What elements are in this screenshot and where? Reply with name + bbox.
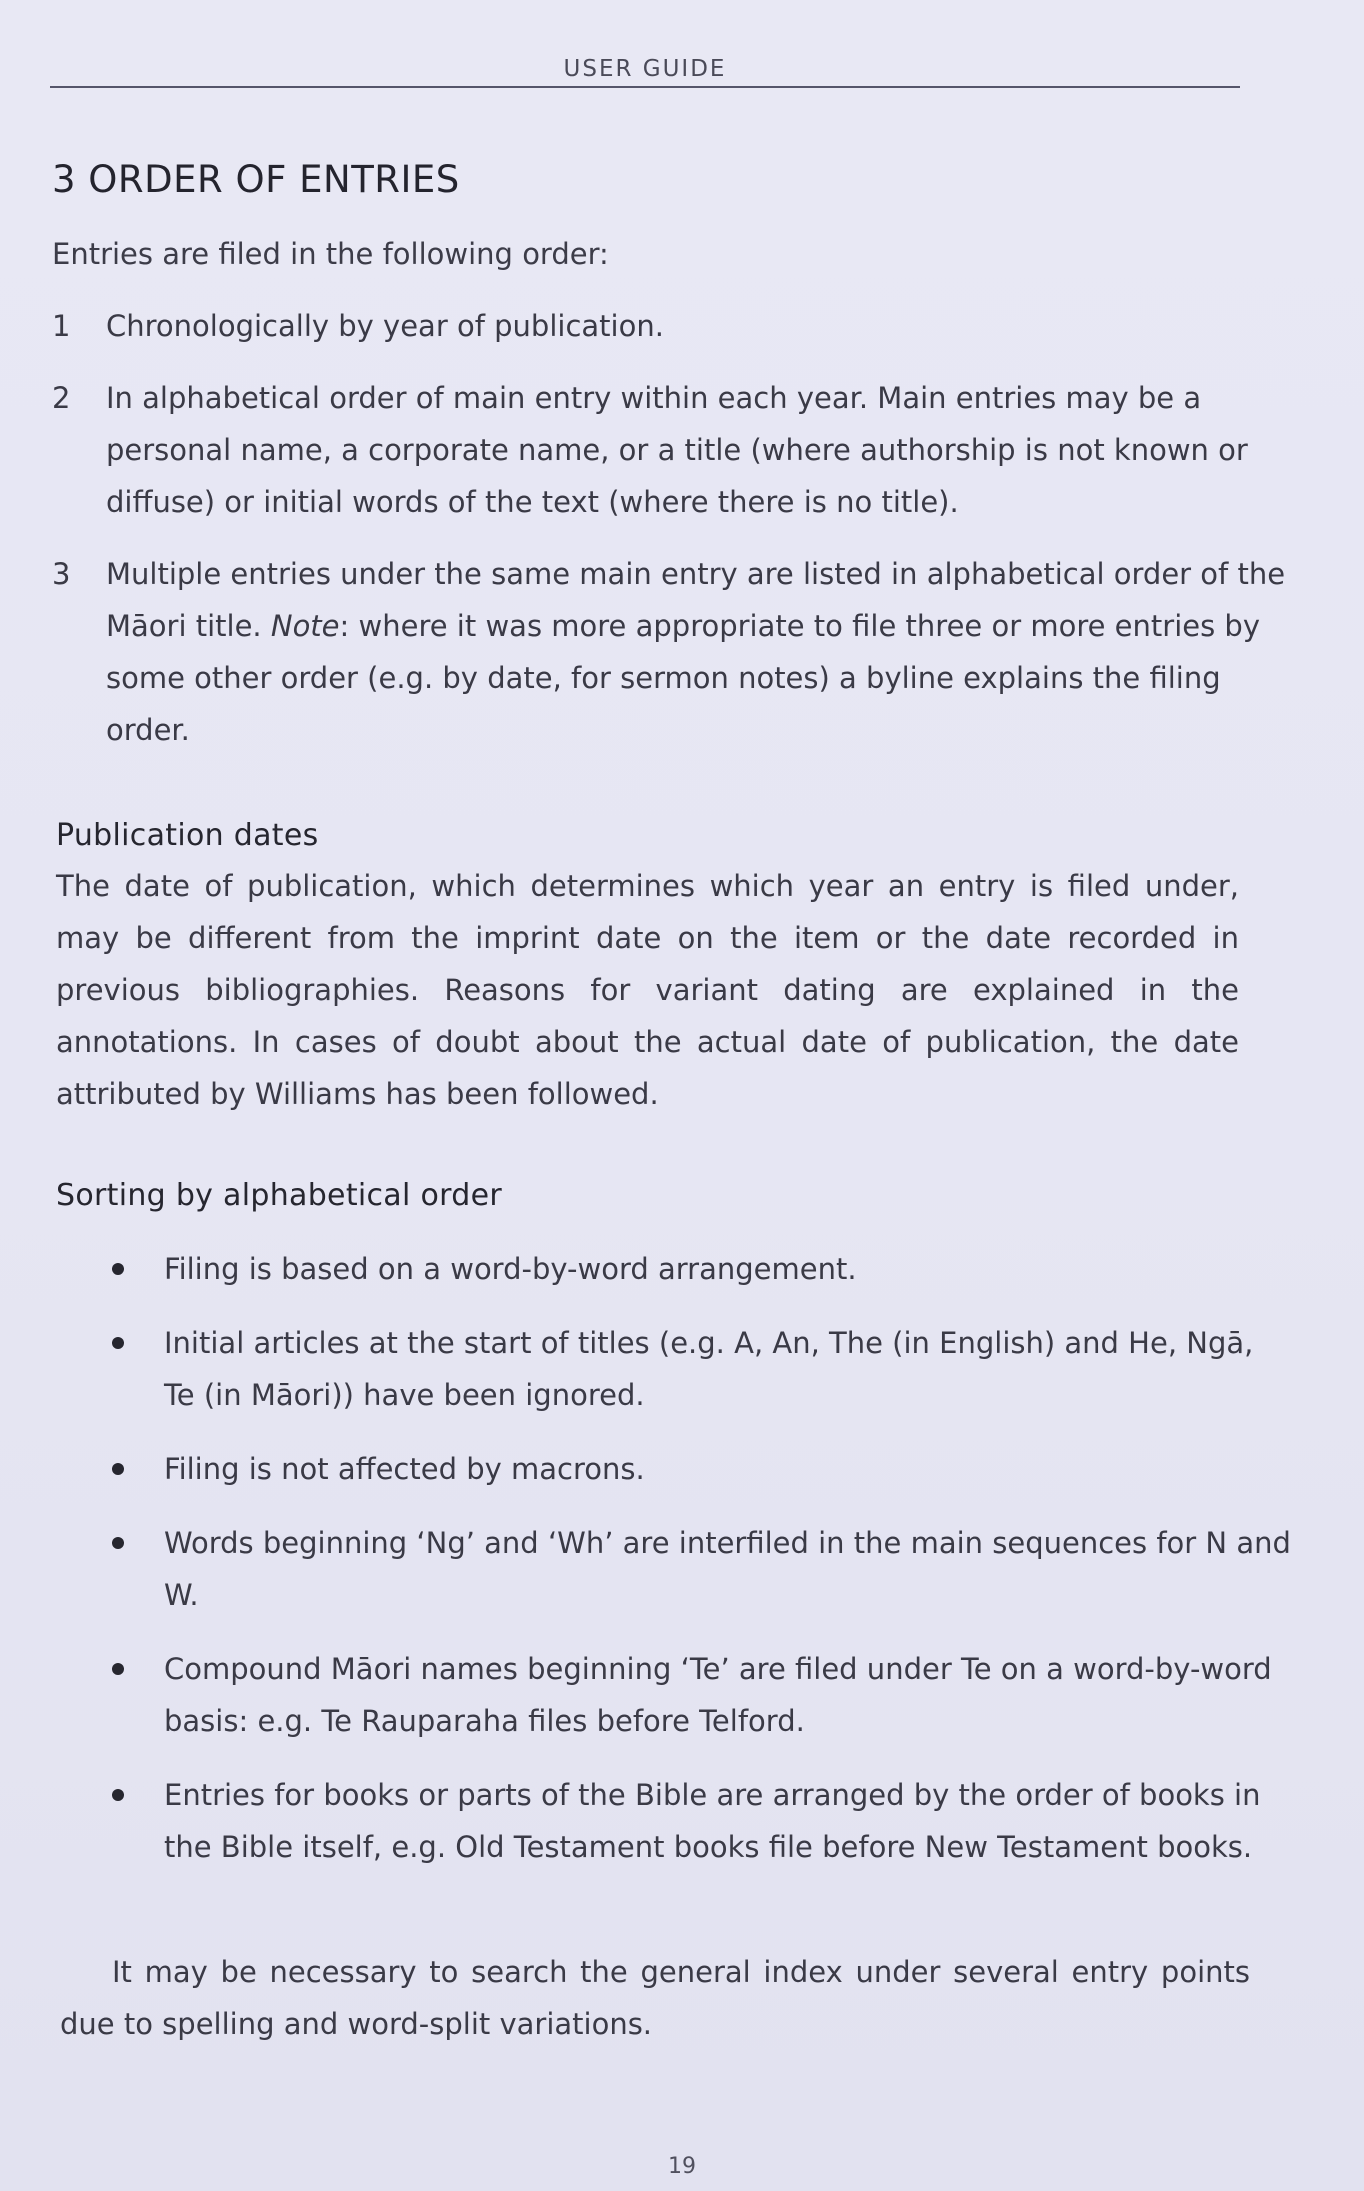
note-label: Note [270, 609, 340, 643]
bullet-icon [112, 1789, 124, 1801]
section-title: 3 ORDER OF ENTRIES [52, 158, 460, 201]
list-number: 3 [52, 557, 71, 591]
bullet-text: Filing is based on a word-by-word arrangement. [164, 1252, 857, 1286]
closing-paragraph: It may be necessary to search the general index under several entry points due to spelling and word-split variations. [60, 1955, 1250, 2041]
list-item-text: Chronologically by year of publication. [106, 309, 664, 343]
header-rule [50, 86, 1240, 88]
list-item-text: In alphabetical order of main entry within each year. Main entries may be a personal name, a corporate name, or a title (where authorship is not known or diffuse) or initial words of the text (where there is no title). [106, 381, 1248, 519]
publication-dates-heading: Publication dates [56, 818, 319, 853]
running-head: USER GUIDE [563, 56, 727, 82]
bullet-text: Initial articles at the start of titles (e.g. A, An, The (in English) and He, Ngā, Te (in Māori)) have been ignored. [164, 1326, 1254, 1412]
bullet-text: Words beginning ‘Ng’ and ‘Wh’ are interfiled in the main sequences for N and W. [164, 1526, 1291, 1612]
bullet-icon [112, 1663, 124, 1675]
list-item-text: Multiple entries under the same main entry are listed in alphabetical order of the Māori title. Note: where it was more appropriate to file three or more entries by some other order (e.g. by date, for sermon notes) a byline explains the filing order. [106, 557, 1286, 747]
bullet-text: Compound Māori names beginning ‘Te’ are filed under Te on a word-by-word basis: e.g. Te Rauparaha files before Telford. [164, 1652, 1272, 1738]
sorting-heading: Sorting by alphabetical order [56, 1178, 502, 1213]
bullet-icon [112, 1263, 124, 1275]
publication-dates-body: The date of publication, which determines which year an entry is filed under, may be different from the imprint date on the item or the date recorded in previous bibliographies. Reasons for variant dating are explained in the annotations. In cases of doubt about the actual date of publication, the date attributed by Williams has been followed. [56, 869, 1239, 1111]
page-number: 19 [668, 2154, 696, 2179]
section-intro: Entries are filed in the following order: [52, 237, 609, 271]
bullet-icon [112, 1337, 124, 1349]
bullet-icon [112, 1537, 124, 1549]
list-number: 1 [52, 309, 71, 343]
bullet-text: Entries for books or parts of the Bible are arranged by the order of books in the Bible itself, e.g. Old Testament books file before New Testament books. [164, 1778, 1261, 1864]
bullet-text: Filing is not affected by macrons. [164, 1452, 645, 1486]
bullet-icon [112, 1463, 124, 1475]
list-number: 2 [52, 381, 71, 415]
